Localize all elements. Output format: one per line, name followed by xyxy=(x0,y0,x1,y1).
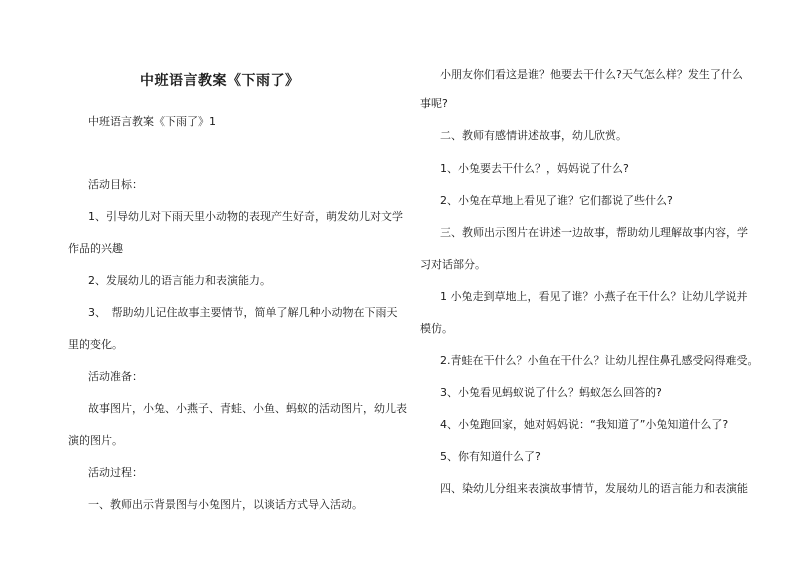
paragraph-line: 1、小兔要去干什么？，妈妈说了什么? xyxy=(440,162,629,175)
section-heading-process: 活动过程： xyxy=(88,466,143,479)
paragraph-line: 演的图片。 xyxy=(68,434,123,447)
paragraph-line: 作品的兴趣 xyxy=(68,242,123,255)
paragraph-line: 1、引导幼儿对下雨天里小动物的表现产生好奇，萌发幼儿对文学 xyxy=(88,210,403,223)
section-heading-preparation: 活动准备： xyxy=(88,370,143,383)
paragraph-line: 三、教师出示图片在讲述一边故事，帮助幼儿理解故事内容，学 xyxy=(440,226,748,239)
paragraph-line: 模仿。 xyxy=(420,322,453,335)
paragraph-line: 一、教师出示背景图与小兔图片，以谈话方式导入活动。 xyxy=(88,498,363,511)
paragraph-line: 故事图片，小兔、小燕子、青蛙、小鱼、蚂蚁的活动图片，幼儿表 xyxy=(88,402,407,415)
paragraph-line: 二、教师有感情讲述故事，幼儿欣赏。 xyxy=(440,129,627,142)
section-heading-goals: 活动目标： xyxy=(88,178,143,191)
paragraph-line: 事呢? xyxy=(420,97,448,110)
paragraph-line: 5、你有知道什么了? xyxy=(440,450,541,463)
paragraph-line: 4、小兔跑回家，她对妈妈说：“我知道了”小兔知道什么了? xyxy=(440,418,729,431)
subtitle: 中班语言教案《下雨了》1 xyxy=(88,115,216,128)
paragraph-line: 2、小兔在草地上看见了谁？它们都说了些什么? xyxy=(440,194,673,207)
document-title: 中班语言教案《下雨了》 xyxy=(140,73,300,89)
paragraph-line: 习对话部分。 xyxy=(420,258,486,271)
paragraph-line: 1 小兔走到草地上，看见了谁？小燕子在干什么？让幼儿学说并 xyxy=(440,290,748,303)
paragraph-line: 小朋友你们看这是谁？他要去干什么?天气怎么样？发生了什么 xyxy=(440,68,743,81)
paragraph-line: 2、发展幼儿的语言能力和表演能力。 xyxy=(88,274,271,287)
paragraph-line: 3、 帮助幼儿记住故事主要情节，简单了解几种小动物在下雨天 xyxy=(88,306,398,319)
paragraph-line: 2.青蛙在干什么？小鱼在干什么？让幼儿捏住鼻孔感受闷得难受。 xyxy=(440,354,759,367)
paragraph-line: 里的变化。 xyxy=(68,338,123,351)
paragraph-line: 四、染幼儿分组来表演故事情节，发展幼儿的语言能力和表演能 xyxy=(440,482,748,495)
paragraph-line: 3、小兔看见蚂蚁说了什么？蚂蚁怎么回答的? xyxy=(440,386,662,399)
